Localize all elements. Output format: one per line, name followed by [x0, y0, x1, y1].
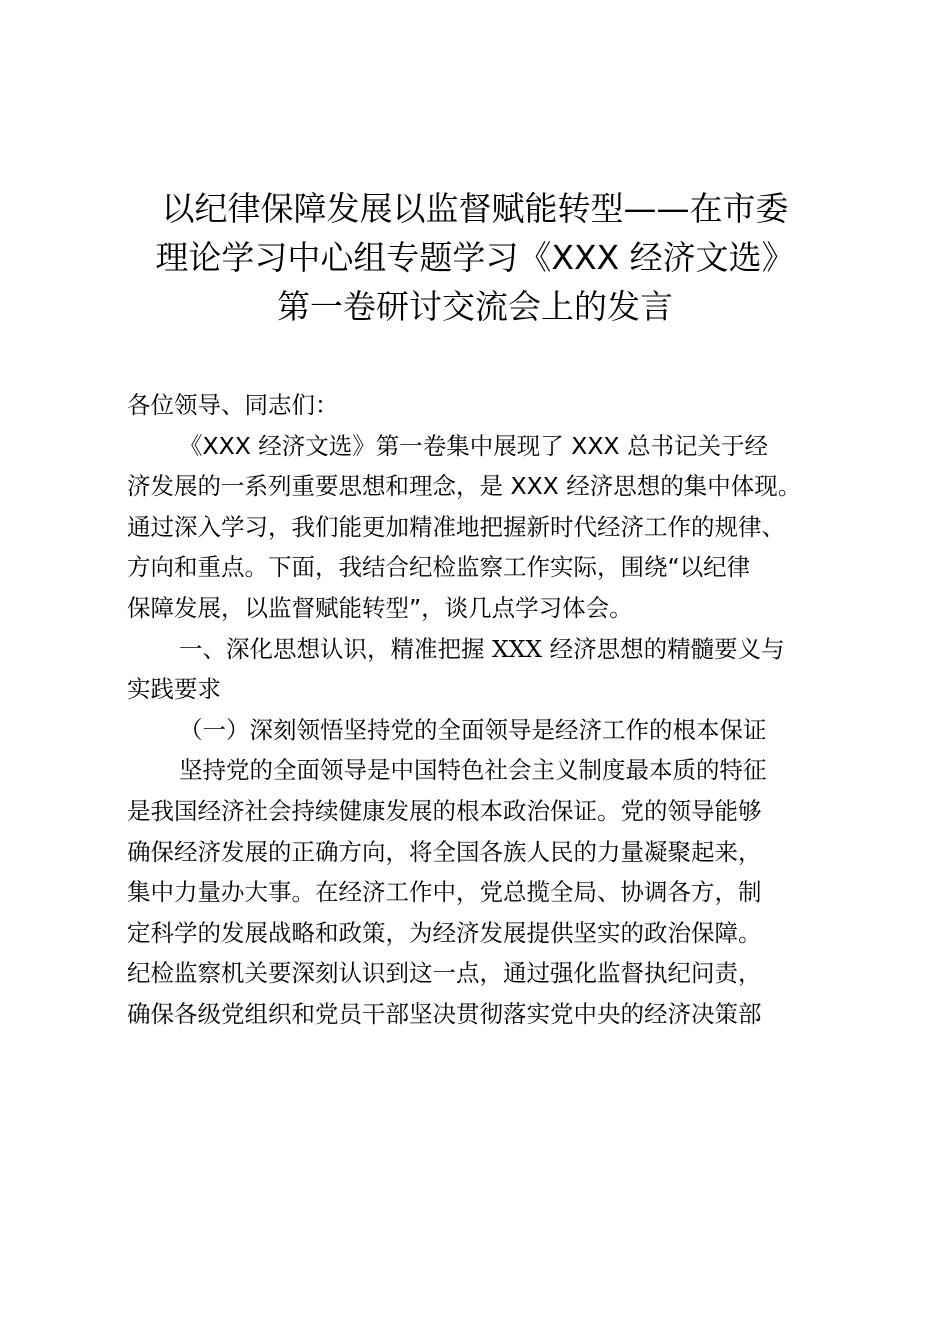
intro-line: 通过深入学习，我们能更加精准地把握新时代经济工作的规律、 [127, 512, 785, 541]
document-title [100, 184, 850, 331]
title-line: 第一卷研讨交流会上的发言 [277, 287, 673, 326]
paragraph-line: 是我国经济社会持续健康发展的根本政治保证。党的领导能够 [127, 796, 762, 825]
intro-line: 济发展的一系列重要思想和理念，是 XXX 经济思想的集中体现。 [127, 472, 802, 501]
paragraph-line: 确保经济发展的正确方向，将全国各族人民的力量凝聚起来， [127, 837, 762, 866]
section-heading: 一、深化思想认识，精准把握 XXX 经济思想的精髓要义与 [179, 634, 785, 663]
section-heading: 实践要求 [127, 675, 221, 704]
paragraph-line: 坚持党的全面领导是中国特色社会主义制度最本质的特征 [179, 756, 767, 785]
paragraph-line: 定科学的发展战略和政策，为经济发展提供坚实的政治保障。 [127, 918, 762, 947]
intro-line: 保障发展，以监督赋能转型”，谈几点学习体会。 [127, 593, 633, 622]
title-line: 理论学习中心组专题学习《XXX 经济文选》 [155, 238, 795, 277]
paragraph-line: 纪检监察机关要深刻认识到这一点，通过强化监督执纪问责， [127, 959, 762, 988]
intro-line: 方向和重点。下面，我结合纪检监察工作实际，围绕“以纪律 [127, 553, 751, 582]
paragraph-line: 集中力量办大事。在经济工作中，党总揽全局、协调各方，制 [127, 878, 762, 907]
paragraph-line: 确保各级党组织和党员干部坚决贯彻落实党中央的经济决策部 [127, 999, 762, 1028]
salutation: 各位领导、同志们： [127, 391, 339, 419]
intro-line: 《XXX 经济文选》第一卷集中展现了 XXX 总书记关于经 [179, 431, 769, 460]
subsection-heading: （一）深刻领悟坚持党的全面领导是经济工作的根本保证 [179, 715, 767, 744]
title-line: 以纪律保障发展以监督赋能转型——在市委 [161, 189, 789, 228]
document-body [127, 385, 847, 1035]
